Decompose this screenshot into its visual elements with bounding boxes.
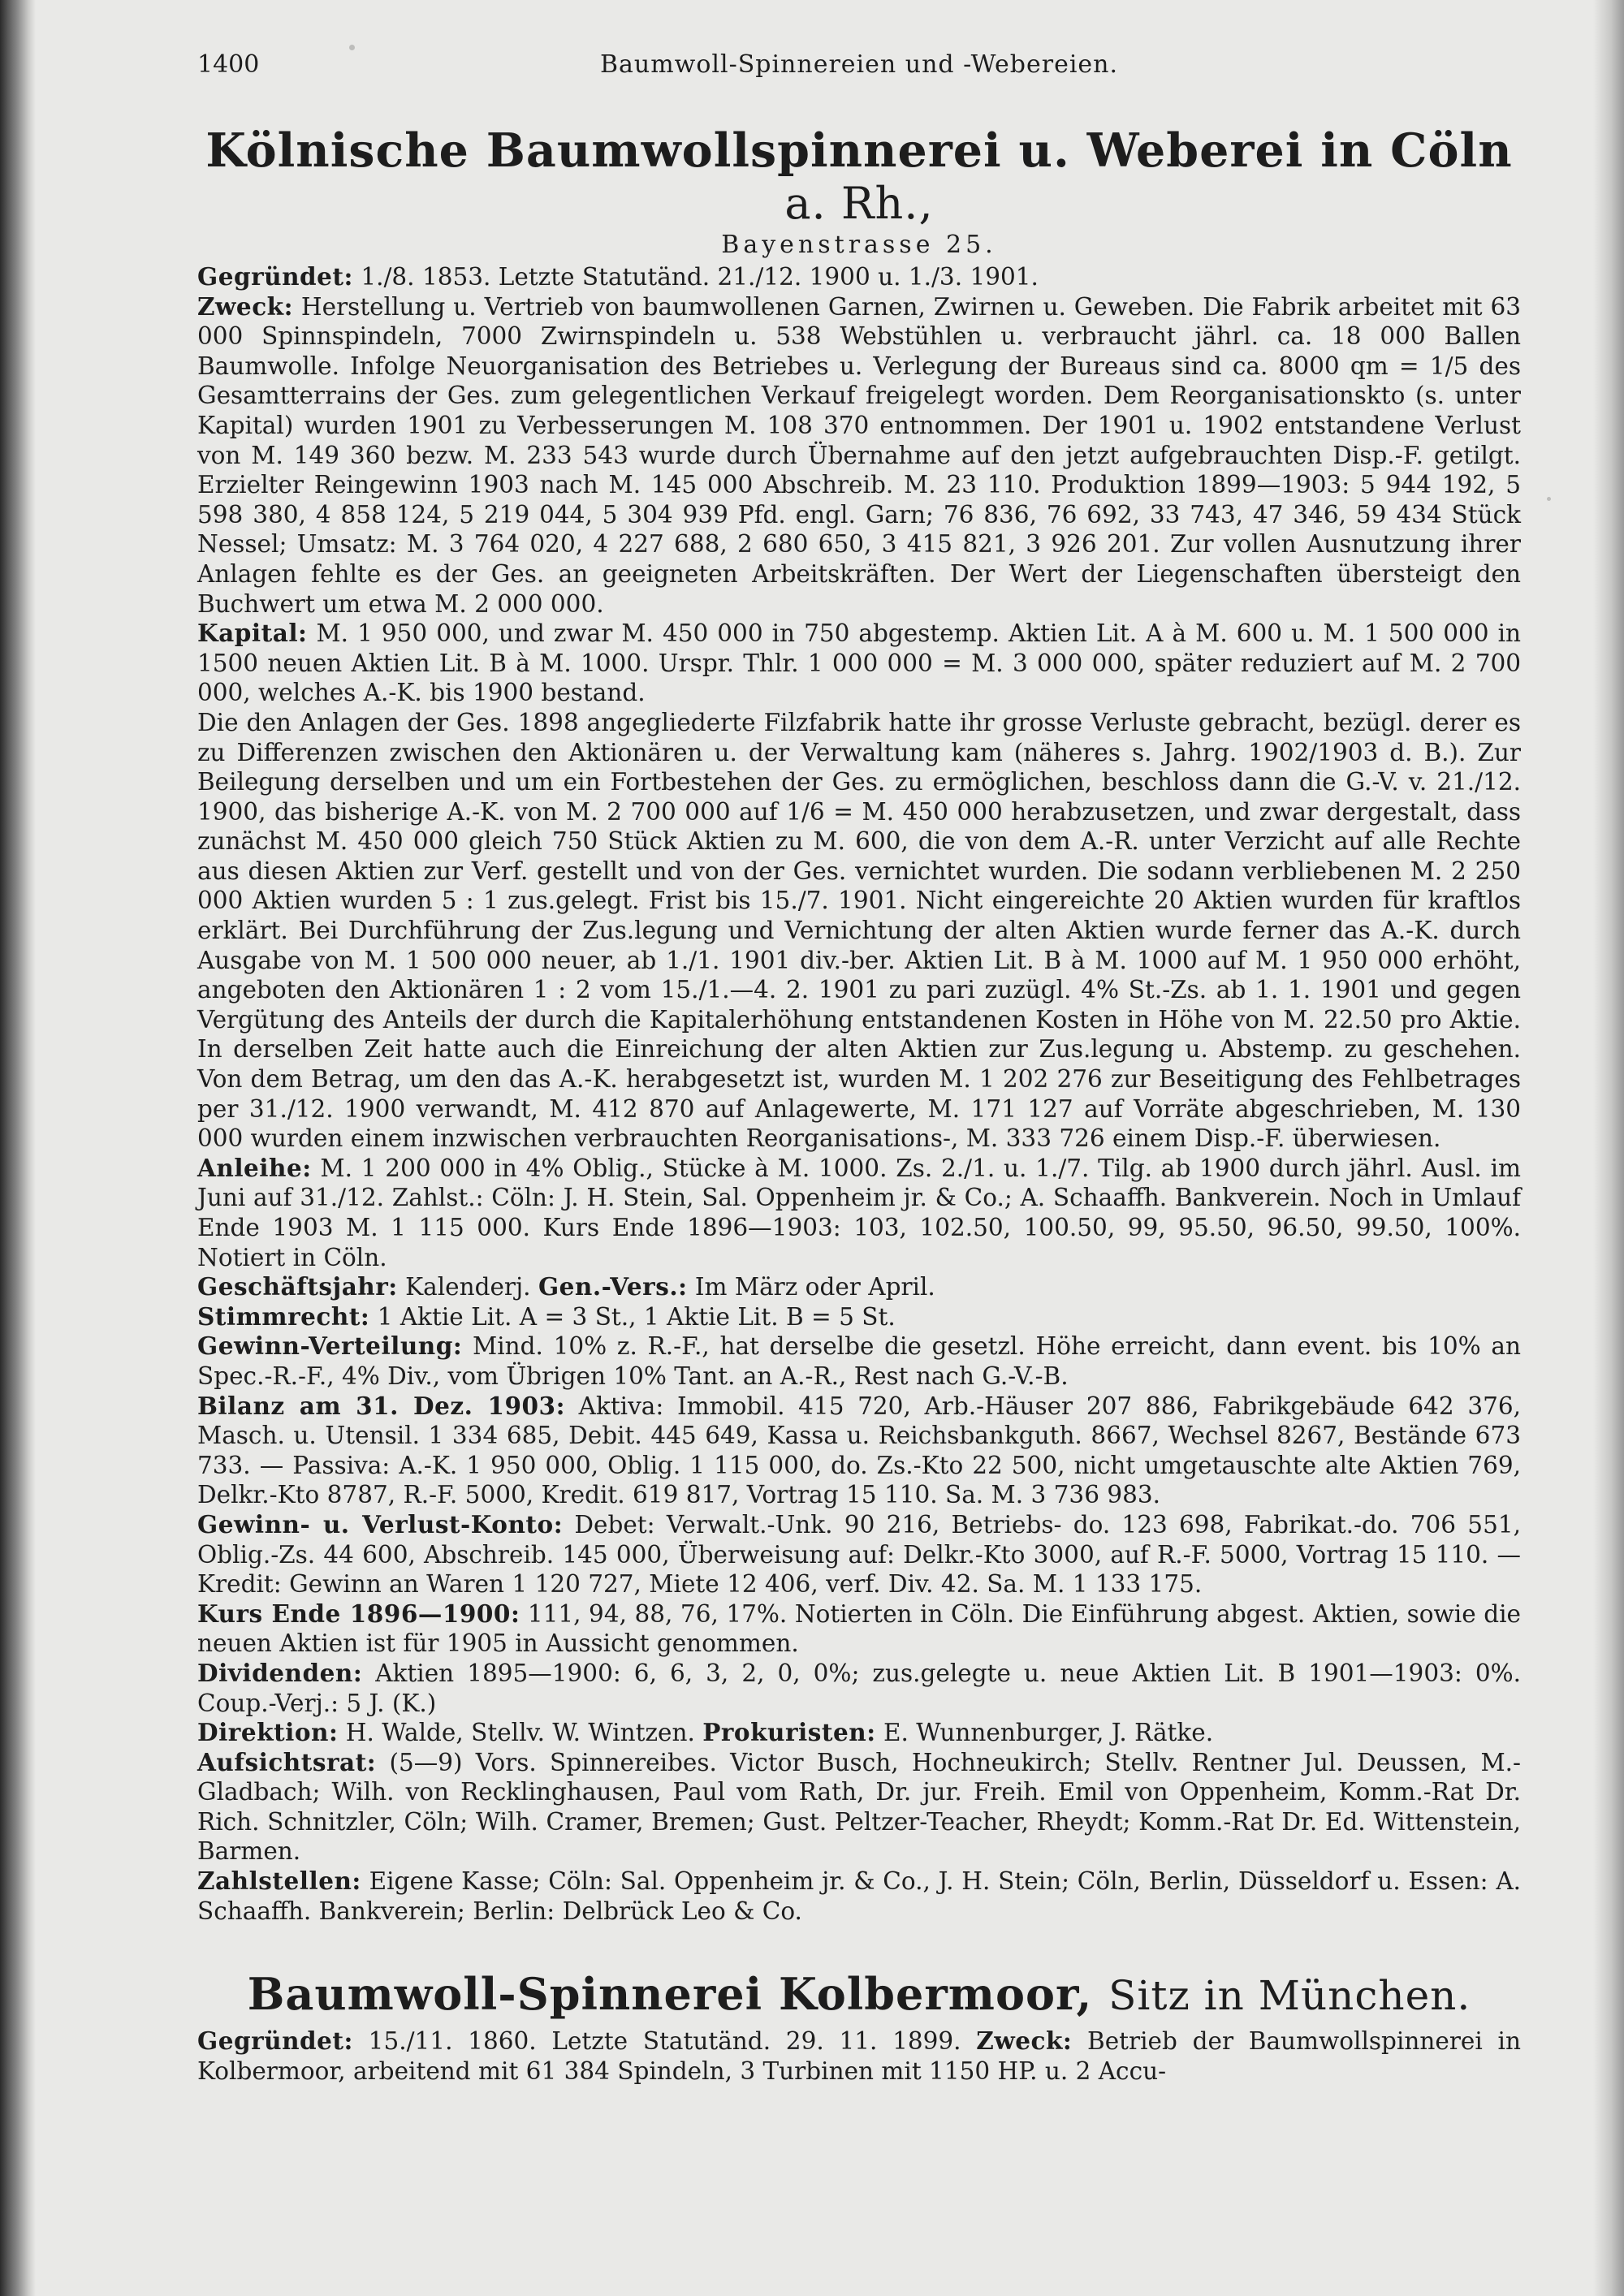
running-title: Baumwoll-Spinnereien und -Webereien. (599, 50, 1119, 79)
entry-anleihe: Anleihe: M. 1 200 000 in 4% Oblig., Stücke à M. 1000. Zs. 2./1. u. 1./7. Tilg. ab 1900 durch jährl. Ausl. im Juni auf 31./12. Zahlst.: Cöln: J. H. Stein, Sal. Oppenheim jr. & Co.; A. Schaaffh. Bankverein. Noch in Umlauf Ende 1903 M. 1 115 000. Kurs Ende 1896—1903: 103, 102.50, 100.50, 99, 95.50, 96.50, 99.50, 100%. Notiert in Cöln. (197, 1153, 1521, 1271)
entry-zweck: Zweck: Herstellung u. Vertrieb von baumwollenen Garnen, Zwirnen u. Geweben. Die Fabrik arbeitet mit 63 000 Spinnspindeln, 7000 Zwirnspindeln u. 538 Webstühlen u. verbraucht jährl. ca. 18 000 Ballen Baumwolle. Infolge Neuorganisation des Betriebes u. Verlegung der Bureaus sind ca. 8000 qm = 1/5 des Gesamtterrains der Ges. zum gelegentlichen Verkauf freigelegt worden. Dem Reorganisationskto (s. unter Kapital) wurden 1901 zu Verbesserungen M. 108 370 entnommen. Der 1901 u. 1902 entstandene Verlust von M. 149 360 bezw. M. 233 543 wurde durch Übernahme auf den jetzt aufgebrauchten Disp.-F. getilgt. Erzielter Reingewinn 1903 nach M. 145 000 Abschreib. M. 23 110. Produktion 1899—1903: 5 944 192, 5 598 380, 4 858 124, 5 219 044, 5 304 939 Pfd. engl. Garn; 76 836, 76 692, 33 743, 47 346, 59 434 Stück Nessel; Umsatz: M. 3 764 020, 4 227 688, 2 680 650, 3 415 821, 3 926 201. Zur vollen Ausnutzung ihrer Anlagen fehlte es der Ges. an geeigneten Arbeitskräften. Der Wert der Liegenschaften übersteigt den Buchwert um etwa M. 2 000 000. (197, 291, 1521, 618)
entry-aufsichtsrat: Aufsichtsrat: (5—9) Vors. Spinnereibes. Victor Busch, Hochneukirch; Stellv. Rentner Jul. Deussen, M.-Gladbach; Wilh. von Recklinghausen, Paul vom Rath, Dr. jur. Freih. Emil von Oppenheim, Komm.-Rat Dr. Rich. Schnitzler, Cöln; Wilh. Cramer, Bremen; Gust. Peltzer-Teacher, Rheydt; Komm.-Rat Dr. Ed. Wittenstein, Barmen. (197, 1747, 1521, 1866)
company-title-kolbermoor (197, 1968, 1521, 2022)
company-name: Kölnische Baumwollspinnerei u. Weberei in Cöln (205, 123, 1513, 178)
document-page (197, 50, 1521, 2086)
entry-kapital-history: Die den Anlagen der Ges. 1898 angegliederte Filzfabrik hatte ihr grosse Verluste gebracht, bezügl. derer es zu Differenzen zwischen den Aktionären u. der Verwaltung kam (näheres s. Jahrg. 1902/1903 d. B.). Zur Beilegung derselben und um ein Fortbestehen der Ges. zu ermöglichen, beschloss dann die G.-V. v. 21./12. 1900, das bisherige A.-K. von M. 2 700 000 auf 1/6 = M. 450 000 herabzusetzen, und zwar dergestalt, dass zunächst M. 450 000 gleich 750 Stück Aktien zu M. 600, die von dem A.-R. unter Verzicht auf alle Rechte aus diesen Aktien zur Verf. gestellt und von der Ges. vernichtet wurden. Die sodann verbliebenen M. 2 250 000 Aktien wurden 5 : 1 zus.gelegt. Frist bis 15./7. 1901. Nicht eingereichte 20 Aktien wurden für kraftlos erklärt. Bei Durchführung der Zus.legung und Vernichtung der alten Aktien wurde ferner das A.-K. durch Ausgabe von M. 1 500 000 neuer, ab 1./1. 1901 div.-ber. Aktien Lit. B à M. 1000 auf M. 1 950 000 erhöht, angeboten den Aktionären 1 : 2 vom 15./1.—4. 2. 1901 zu pari zuzügl. 4% St.-Zs. ab 1. 1. 1901 und gegen Vergütung des Anteils der durch die Kapitalerhöhung entstandenen Kosten in Höhe von M. 22.50 pro Aktie. In derselben Zeit hatte auch die Einreichung der alten Aktien zur Zus.legung u. Abstemp. zu geschehen. Von dem Betrag, um den das A.-K. herabgesetzt ist, wurden M. 1 202 276 zur Beseitigung des Fehlbetrages per 31./12. 1900 verwandt, M. 412 870 auf Anlagewerte, M. 171 127 auf Vorräte abgeschrieben, M. 130 000 wurden einem inzwischen verbrauchten Reorganisations-, M. 333 726 einem Disp.-F. überwiesen. (197, 708, 1521, 1153)
entry-dividenden: Dividenden: Aktien 1895—1900: 6, 6, 3, 2, 0, 0%; zus.gelegte u. neue Aktien Lit. B 1901—1903: 0%. Coup.-Verj.: 5 J. (K.) (197, 1658, 1521, 1717)
company-name: Baumwoll-Spinnerei Kolbermoor, (247, 1968, 1093, 2021)
entry-bilanz: Bilanz am 31. Dez. 1903: Aktiva: Immobil. 415 720, Arb.-Häuser 207 886, Fabrikgebäude 642 376, Masch. u. Utensil. 1 334 685, Debit. 445 649, Kassa u. Reichsbankguth. 8667, Wechsel 8267, Bestände 673 733. — Passiva: A.-K. 1 950 000, Oblig. 1 115 000, do. Zs.-Kto 22 500, nicht umgetauschte alte Aktien 769, Delkr.-Kto 8787, R.-F. 5000, Kredit. 619 817, Vortrag 15 110. Sa. M. 3 736 983. (197, 1391, 1522, 1509)
company-title-koelnische (197, 125, 1521, 230)
entry-gewinn-verteilung: Gewinn-Verteilung: Mind. 10% z. R.-F., hat derselbe die gesetzl. Höhe erreicht, dann event. bis 10% an Spec.-R.-F., 4% Div., vom Übrigen 10% Tant. an A.-R., Rest nach G.-V.-B. (197, 1331, 1521, 1390)
scan-speck (349, 45, 355, 50)
company-location: a. Rh., (784, 178, 934, 229)
entry-gegruendet: Gegründet: 1./8. 1853. Letzte Statutänd. 21./12. 1900 u. 1./3. 1901. (197, 262, 1039, 291)
company-address: Bayenstrasse 25. (721, 231, 997, 259)
entry-zahlstellen: Zahlstellen: Eigene Kasse; Cöln: Sal. Oppenheim jr. & Co., J. H. Stein; Cöln, Berlin, Düsseldorf u. Essen: A. Schaaffh. Bankverein; Berlin: Delbrück Leo & Co. (197, 1867, 1521, 1925)
scan-speck (1547, 497, 1551, 501)
running-head (197, 50, 1521, 91)
entry-kapital: Kapital: M. 1 950 000, und zwar M. 450 000 in 750 abgestemp. Aktien Lit. A à M. 600 u. M. 1 500 000 in 1500 neuen Aktien Lit. B à M. 1000. Urspr. Thlr. 1 000 000 = M. 3 000 000, später reduziert auf M. 2 700 000, welches A.-K. bis 1900 bestand. (197, 619, 1521, 707)
entry-kurs: Kurs Ende 1896—1900: 111, 94, 88, 76, 17%. Notierten in Cöln. Die Einführung abgest. Aktien, sowie die neuen Aktien ist für 1905 in Aussicht genommen. (197, 1599, 1521, 1658)
entry-geschaeftsjahr: Geschäftsjahr: Kalenderj. Gen.-Vers.: Im März oder April. (197, 1272, 935, 1301)
entry-gegruendet-kolbermoor: Gegründet: 15./11. 1860. Letzte Statutänd. 29. 11. 1899. Zweck: Betrieb der Baumwollspinnerei in Kolbermoor, arbeitend mit 61 384 Spindeln, 3 Turbinen mit 1150 HP. u. 2 Accu- (197, 2026, 1521, 2085)
entry-direktion: Direktion: H. Walde, Stellv. W. Wintzen. Prokuristen: E. Wunnenburger, J. Rätke. (197, 1718, 1214, 1747)
entry-gewinn-verlust: Gewinn- u. Verlust-Konto: Debet: Verwalt.-Unk. 90 216, Betriebs- do. 123 698, Fabrikat.-do. 706 551, Oblig.-Zs. 44 600, Abschreib. 145 000, Überweisung auf: Delkr.-Kto 3000, auf R.-F. 5000, Vortrag 15 110. — Kredit: Gewinn an Waren 1 120 727, Miete 12 406, verf. Div. 42. Sa. M. 1 133 175. (197, 1509, 1521, 1599)
entry-stimmrecht: Stimmrecht: 1 Aktie Lit. A = 3 St., 1 Aktie Lit. B = 5 St. (197, 1301, 896, 1331)
scan-edge-right (1593, 0, 1624, 2296)
scan-edge-left (0, 0, 36, 2296)
page-number: 1400 (197, 50, 260, 79)
company-location: Sitz in München. (1108, 1972, 1471, 2020)
